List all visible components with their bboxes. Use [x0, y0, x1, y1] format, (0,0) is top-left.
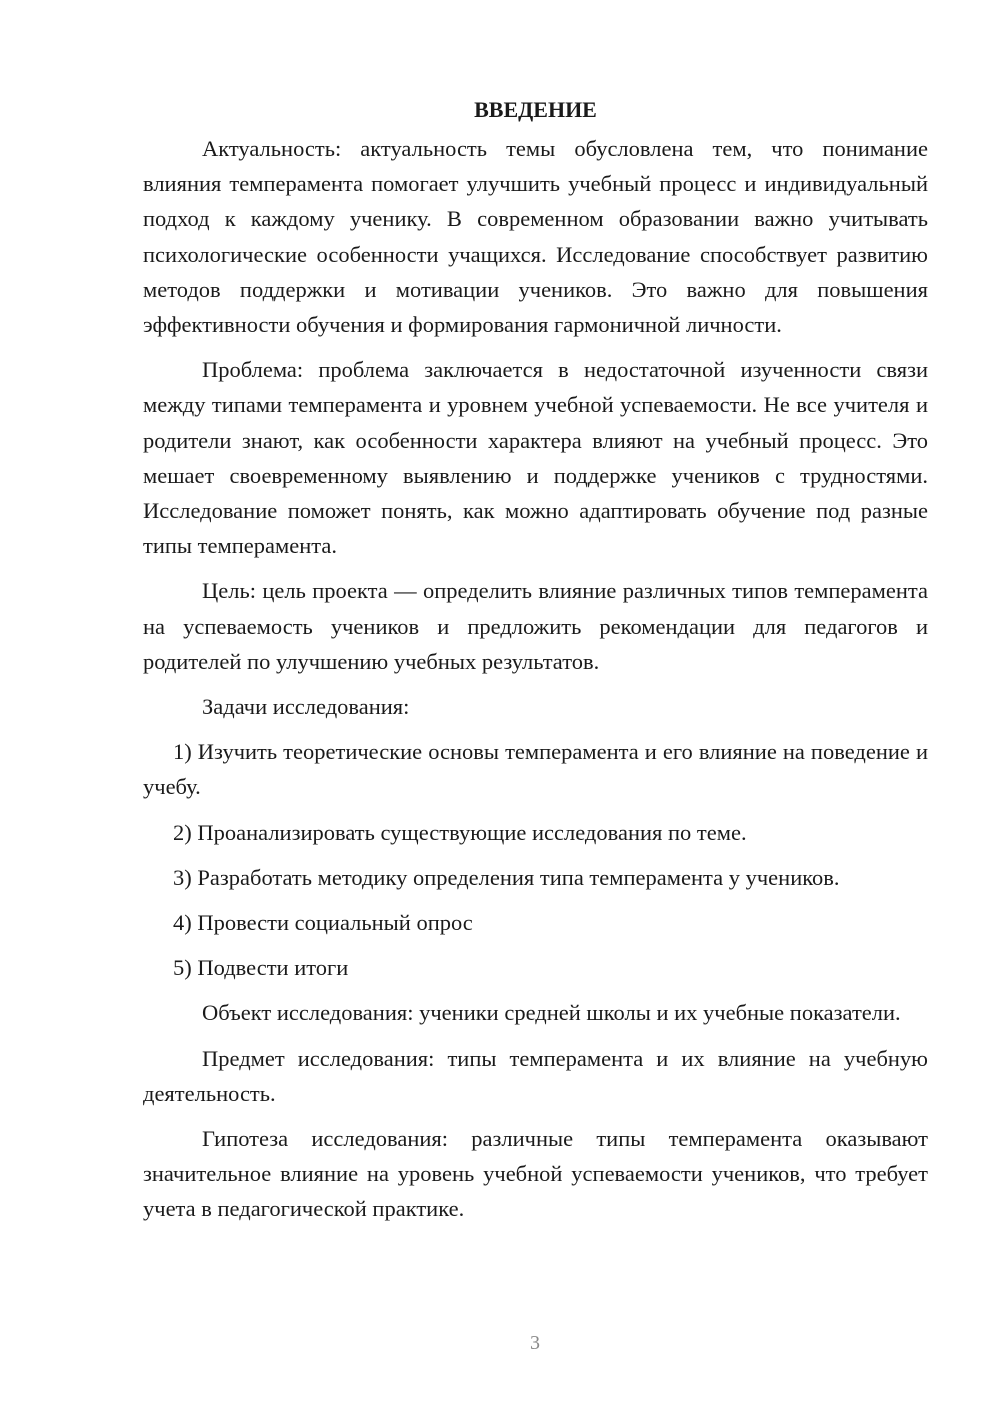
- task-item-2: 2) Проанализировать существующие исследования по теме.: [173, 819, 747, 845]
- paragraph-hypothesis: Гипотеза исследования: различные типы темперамента оказывают значительное влияние на уровень учебной успеваемости учеников, что требует учета в педагогической практике.: [143, 1126, 928, 1222]
- paragraph-goal: Цель: цель проекта — определить влияние различных типов темперамента на успеваемость учеников и предложить рекомендации для педагогов и родителей по улучшению учебных результатов.: [143, 578, 928, 674]
- paragraph-relevance: Актуальность: актуальность темы обусловлена тем, что понимание влияния темперамента помогает улучшить учебный процесс и индивидуальный подход к каждому ученику. В современном образовании важно учитывать психологические особенности учащихся. Исследование способствует развитию методов поддержки и мотивации учеников. Это важно для повышения эффективности обучения и формирования гармоничной личности.: [143, 136, 928, 338]
- paragraph-object: Объект исследования: ученики средней школы и их учебные показатели.: [202, 1000, 901, 1026]
- task-item-1: 1) Изучить теоретические основы темперамента и его влияние на поведение и учебу.: [143, 739, 928, 800]
- page-number: 3: [530, 1332, 540, 1354]
- task-item-4: 4) Провести социальный опрос: [173, 910, 473, 936]
- task-item-3: 3) Разработать методику определения типа темперамента у учеников.: [173, 864, 840, 890]
- paragraph-problem: Проблема: проблема заключается в недостаточной изученности связи между типами темперамента и уровнем учебной успеваемости. Не все учителя и родители знают, как особенности характера влияют на учебный процесс. Это мешает своевременному выявлению и поддержке учеников с трудностями. Исследование поможет понять, как можно адаптировать обучение под разные типы темперамента.: [143, 357, 928, 559]
- paragraph-tasks-heading: Задачи исследования:: [202, 694, 410, 720]
- paragraph-subject: Предмет исследования: типы темперамента и их влияние на учебную деятельность.: [143, 1045, 928, 1106]
- page-title: ВВЕДЕНИЕ: [474, 97, 597, 122]
- task-item-5: 5) Подвести итоги: [173, 955, 349, 981]
- document-page: [143, 92, 928, 1237]
